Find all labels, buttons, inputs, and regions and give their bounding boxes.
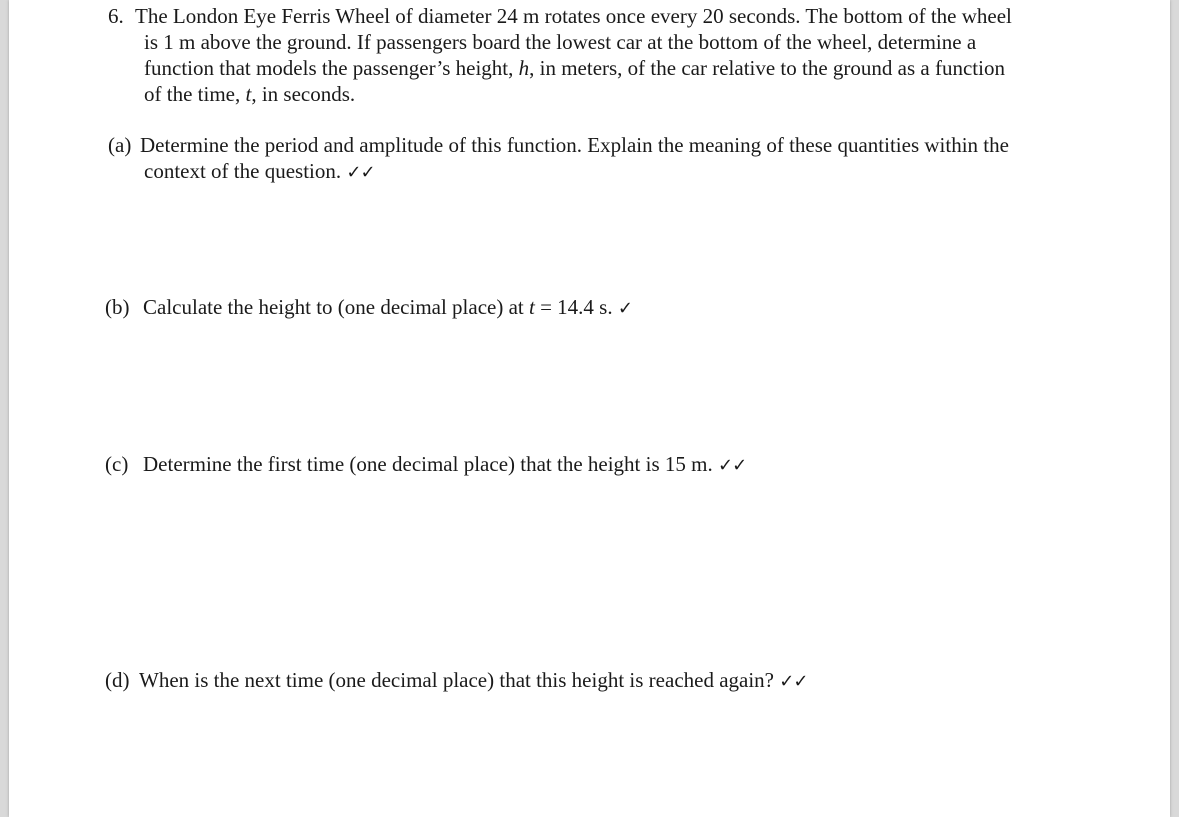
part-c-text: Determine the first time (one decimal place) that the height is 15 m. ✓✓ (143, 452, 747, 476)
variable-h: h (518, 56, 530, 80)
question-line-2: is 1 m above the ground. If passengers board the lowest car at the bottom of the wheel, determine a (144, 30, 977, 54)
check-marks-icon: ✓✓ (779, 671, 808, 692)
part-a-label: (a) (108, 133, 132, 157)
document-page (9, 0, 1170, 817)
part-d-label: (d) (105, 668, 130, 692)
part-b-text: Calculate the height to (one decimal place) at t = 14.4 s. ✓ (143, 295, 632, 319)
variable-t: t (245, 82, 252, 106)
question-line-4: of the time, t, in seconds. (144, 82, 356, 106)
part-a-line-2: context of the question. ✓✓ (144, 159, 375, 183)
check-marks-icon: ✓✓ (717, 455, 747, 476)
variable-t: t (529, 295, 535, 319)
check-marks-icon: ✓✓ (346, 162, 375, 183)
question-line-3: function that models the passenger’s height, h, in meters, of the car relative to the ground as a function (144, 56, 1005, 80)
part-a-line-1: Determine the period and amplitude of this function. Explain the meaning of these quantities within the (140, 133, 1009, 157)
question-number: 6. (108, 4, 124, 28)
check-mark-icon: ✓ (617, 298, 632, 319)
part-b-label: (b) (105, 295, 130, 319)
part-d-text: When is the next time (one decimal place) that this height is reached again? ✓✓ (139, 668, 808, 692)
part-c-label: (c) (105, 452, 129, 476)
question-line-1: The London Eye Ferris Wheel of diameter 24 m rotates once every 20 seconds. The bottom of the wheel (135, 4, 1012, 28)
